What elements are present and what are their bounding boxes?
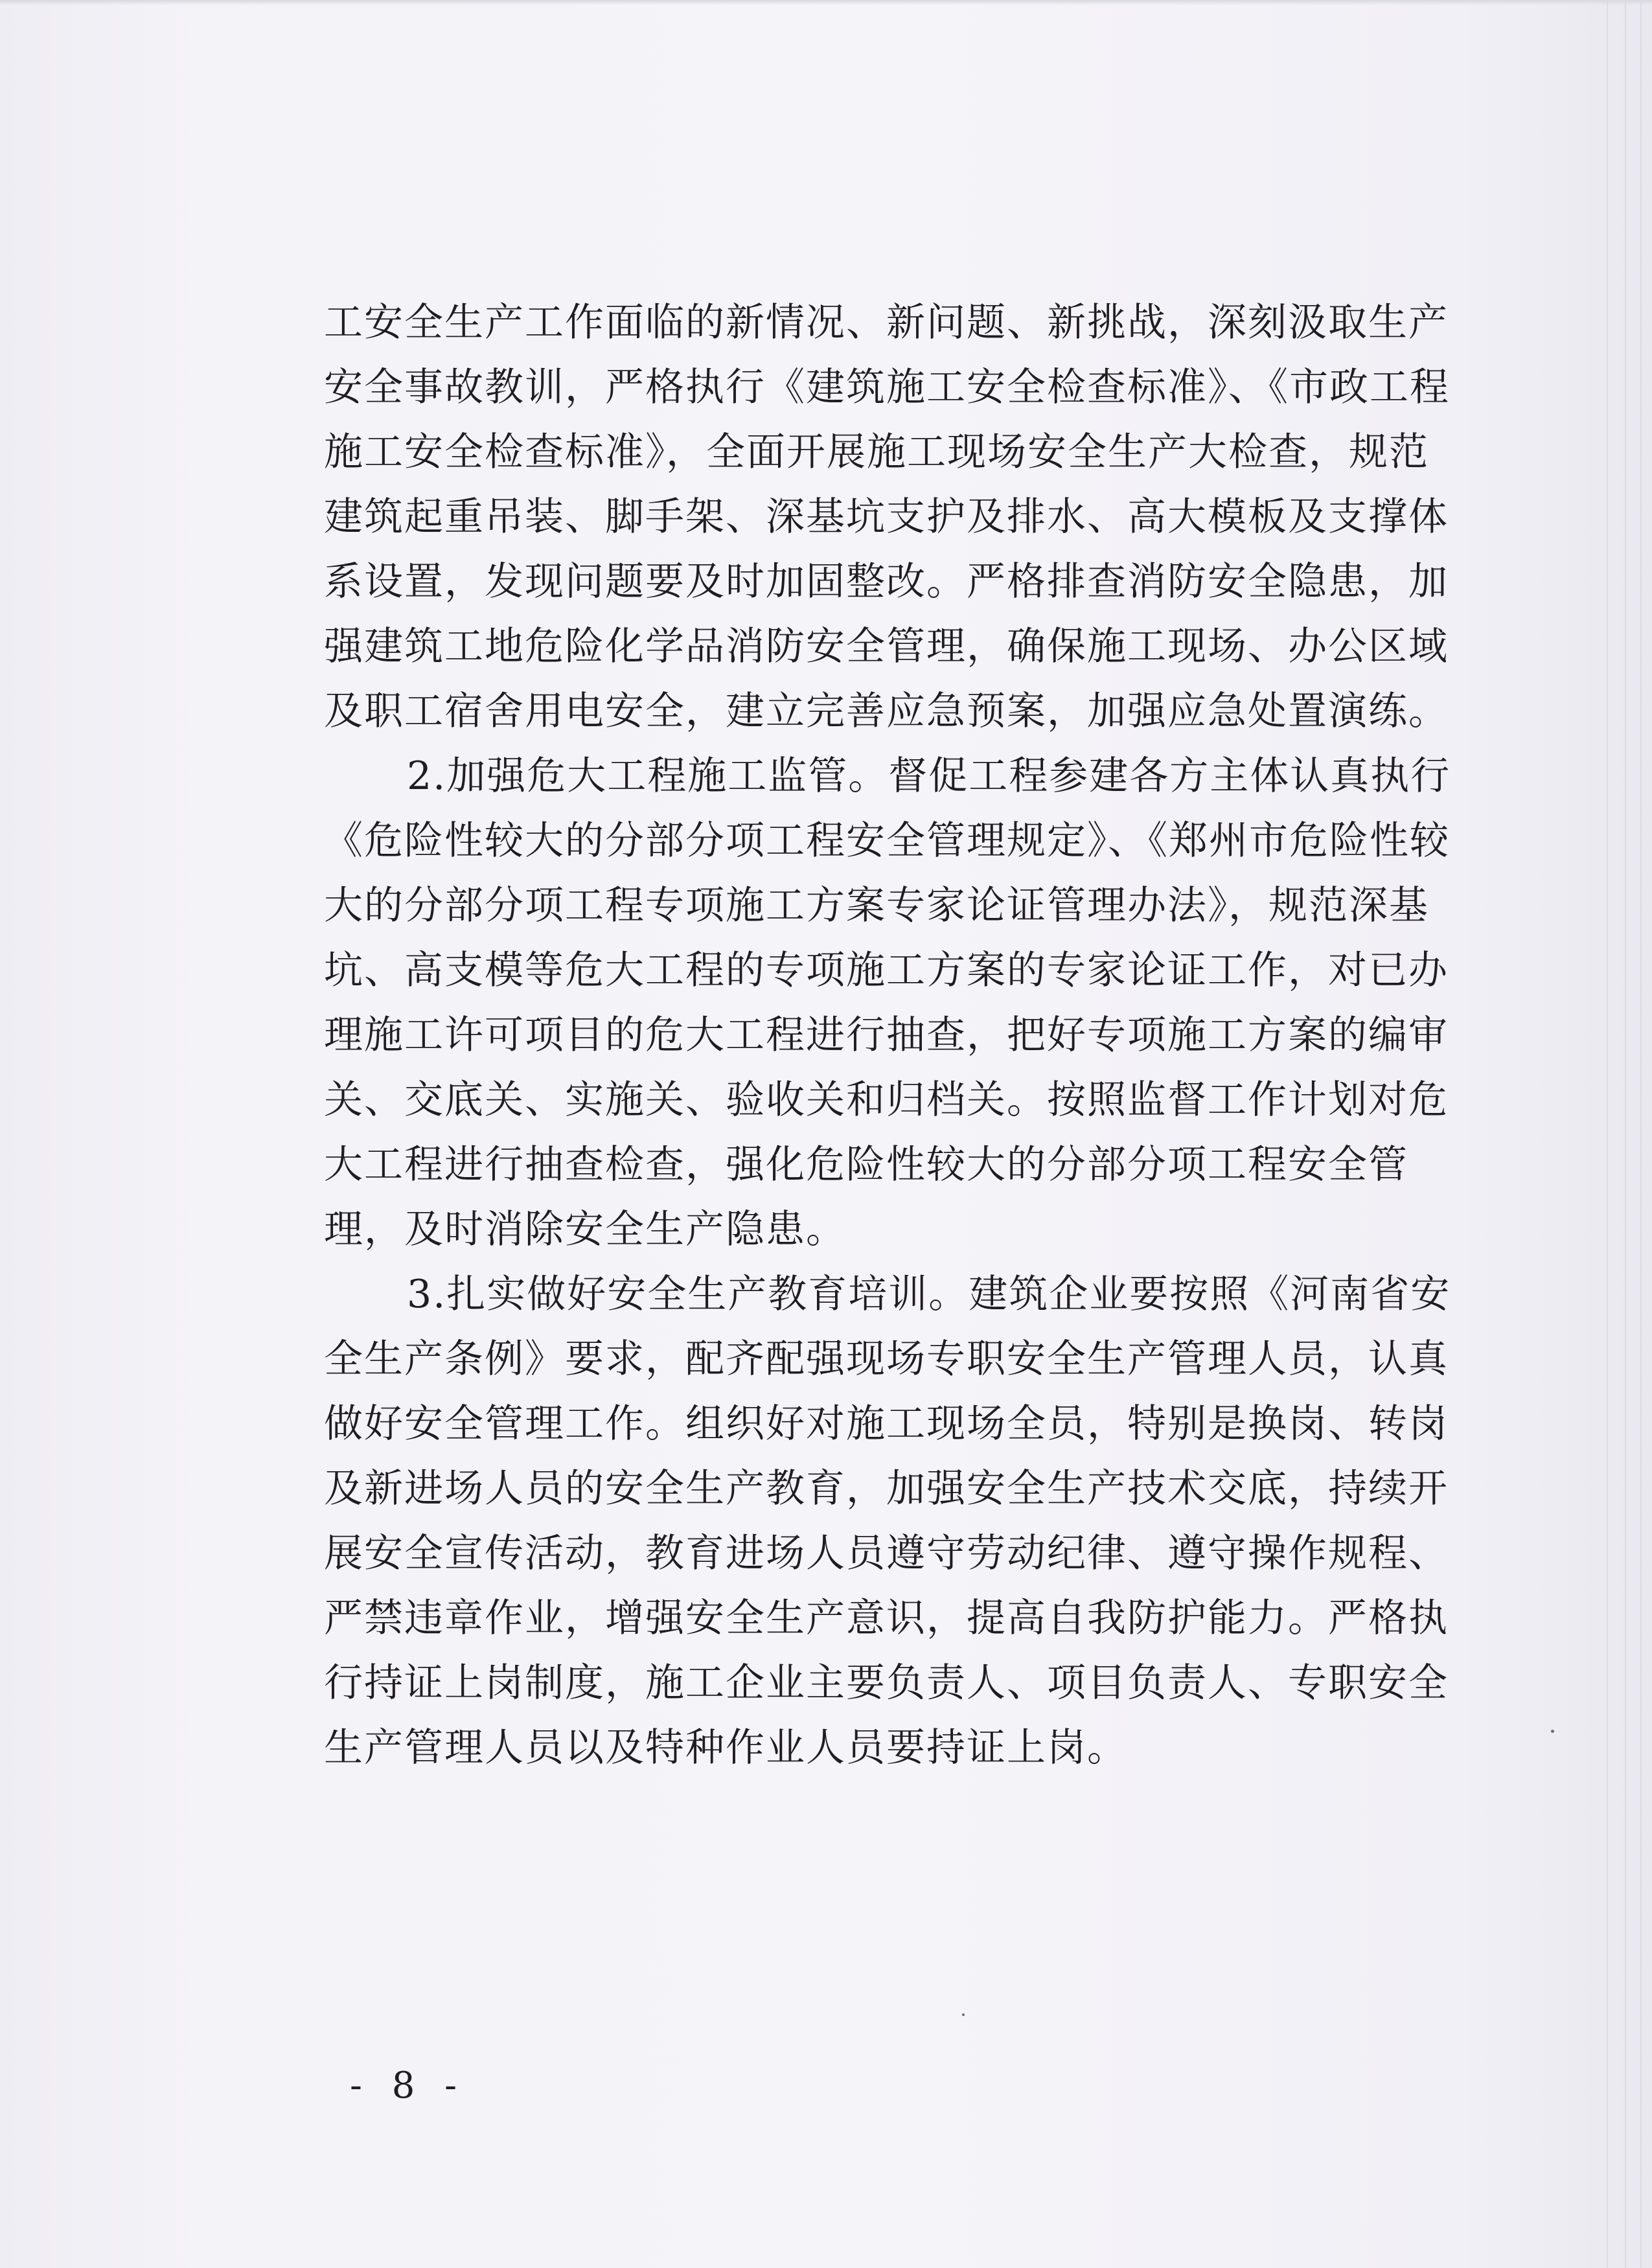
text-line: 严禁违章作业，增强安全生产意识，提高自我防护能力。严格执 bbox=[324, 1596, 1449, 1641]
text-line: 理，及时消除安全生产隐患。 bbox=[324, 1207, 846, 1252]
text-line: 大的分部分项工程专项施工方案专家论证管理办法》，规范深基 bbox=[324, 883, 1429, 928]
text-line: 展安全宣传活动，教育进场人员遵守劳动纪律、遵守操作规程、 bbox=[324, 1531, 1449, 1576]
scan-edge-line bbox=[1625, 0, 1626, 2268]
body-text bbox=[324, 290, 1542, 1780]
text-line: 做好安全管理工作。组织好对施工现场全员，特别是换岗、转岗 bbox=[324, 1401, 1449, 1447]
paragraph-start-line: 3.扎实做好安全生产教育培训。建筑企业要按照《河南省安 bbox=[407, 1272, 1451, 1317]
scan-speck bbox=[1551, 1730, 1554, 1733]
paragraph-start-line: 2.加强危大工程施工监管。督促工程参建各方主体认真执行 bbox=[407, 753, 1451, 799]
text-line: 坑、高支模等危大工程的专项施工方案的专家论证工作，对已办 bbox=[324, 948, 1449, 993]
text-line: 关、交底关、实施关、验收关和归档关。按照监督工作计划对危 bbox=[324, 1077, 1449, 1123]
text-line: 安全事故教训，严格执行《建筑施工安全检查标准》、《市政工程 bbox=[324, 365, 1450, 410]
text-line: 大工程进行抽查检查，强化危险性较大的分部分项工程安全管 bbox=[324, 1142, 1408, 1187]
text-line: 强建筑工地危险化学品消防安全管理，确保施工现场、办公区域 bbox=[324, 624, 1449, 669]
page-number: - 8 - bbox=[350, 2065, 466, 2107]
text-line: 全生产条例》要求，配齐配强现场专职安全生产管理人员，认真 bbox=[324, 1336, 1449, 1382]
text-line: 施工安全检查标准》，全面开展施工现场安全生产大检查，规范 bbox=[324, 430, 1429, 475]
scan-edge-line bbox=[1607, 0, 1608, 2268]
text-line: 系设置，发现问题要及时加固整改。严格排查消防安全隐患，加 bbox=[324, 559, 1449, 604]
text-line: 理施工许可项目的危大工程进行抽查，把好专项施工方案的编审 bbox=[324, 1013, 1449, 1058]
scan-edge-line bbox=[1640, 0, 1642, 2268]
text-line: 工安全生产工作面临的新情况、新问题、新挑战，深刻汲取生产 bbox=[324, 300, 1449, 345]
scan-speck bbox=[962, 2013, 965, 2016]
text-line: 生产管理人员以及特种作业人员要持证上岗。 bbox=[324, 1725, 1127, 1770]
text-line: 行持证上岗制度，施工企业主要负责人、项目负责人、专职安全 bbox=[324, 1660, 1449, 1706]
text-line: 建筑起重吊装、脚手架、深基坑支护及排水、高大模板及支撑体 bbox=[324, 494, 1449, 540]
scan-top-edge bbox=[0, 0, 1652, 5]
text-line: 及新进场人员的安全生产教育，加强安全生产技术交底，持续开 bbox=[324, 1466, 1449, 1511]
text-line: 及职工宿舍用电安全，建立完善应急预案，加强应急处置演练。 bbox=[324, 689, 1449, 734]
text-line: 《危险性较大的分部分项工程安全管理规定》、《郑州市危险性较 bbox=[324, 818, 1450, 864]
